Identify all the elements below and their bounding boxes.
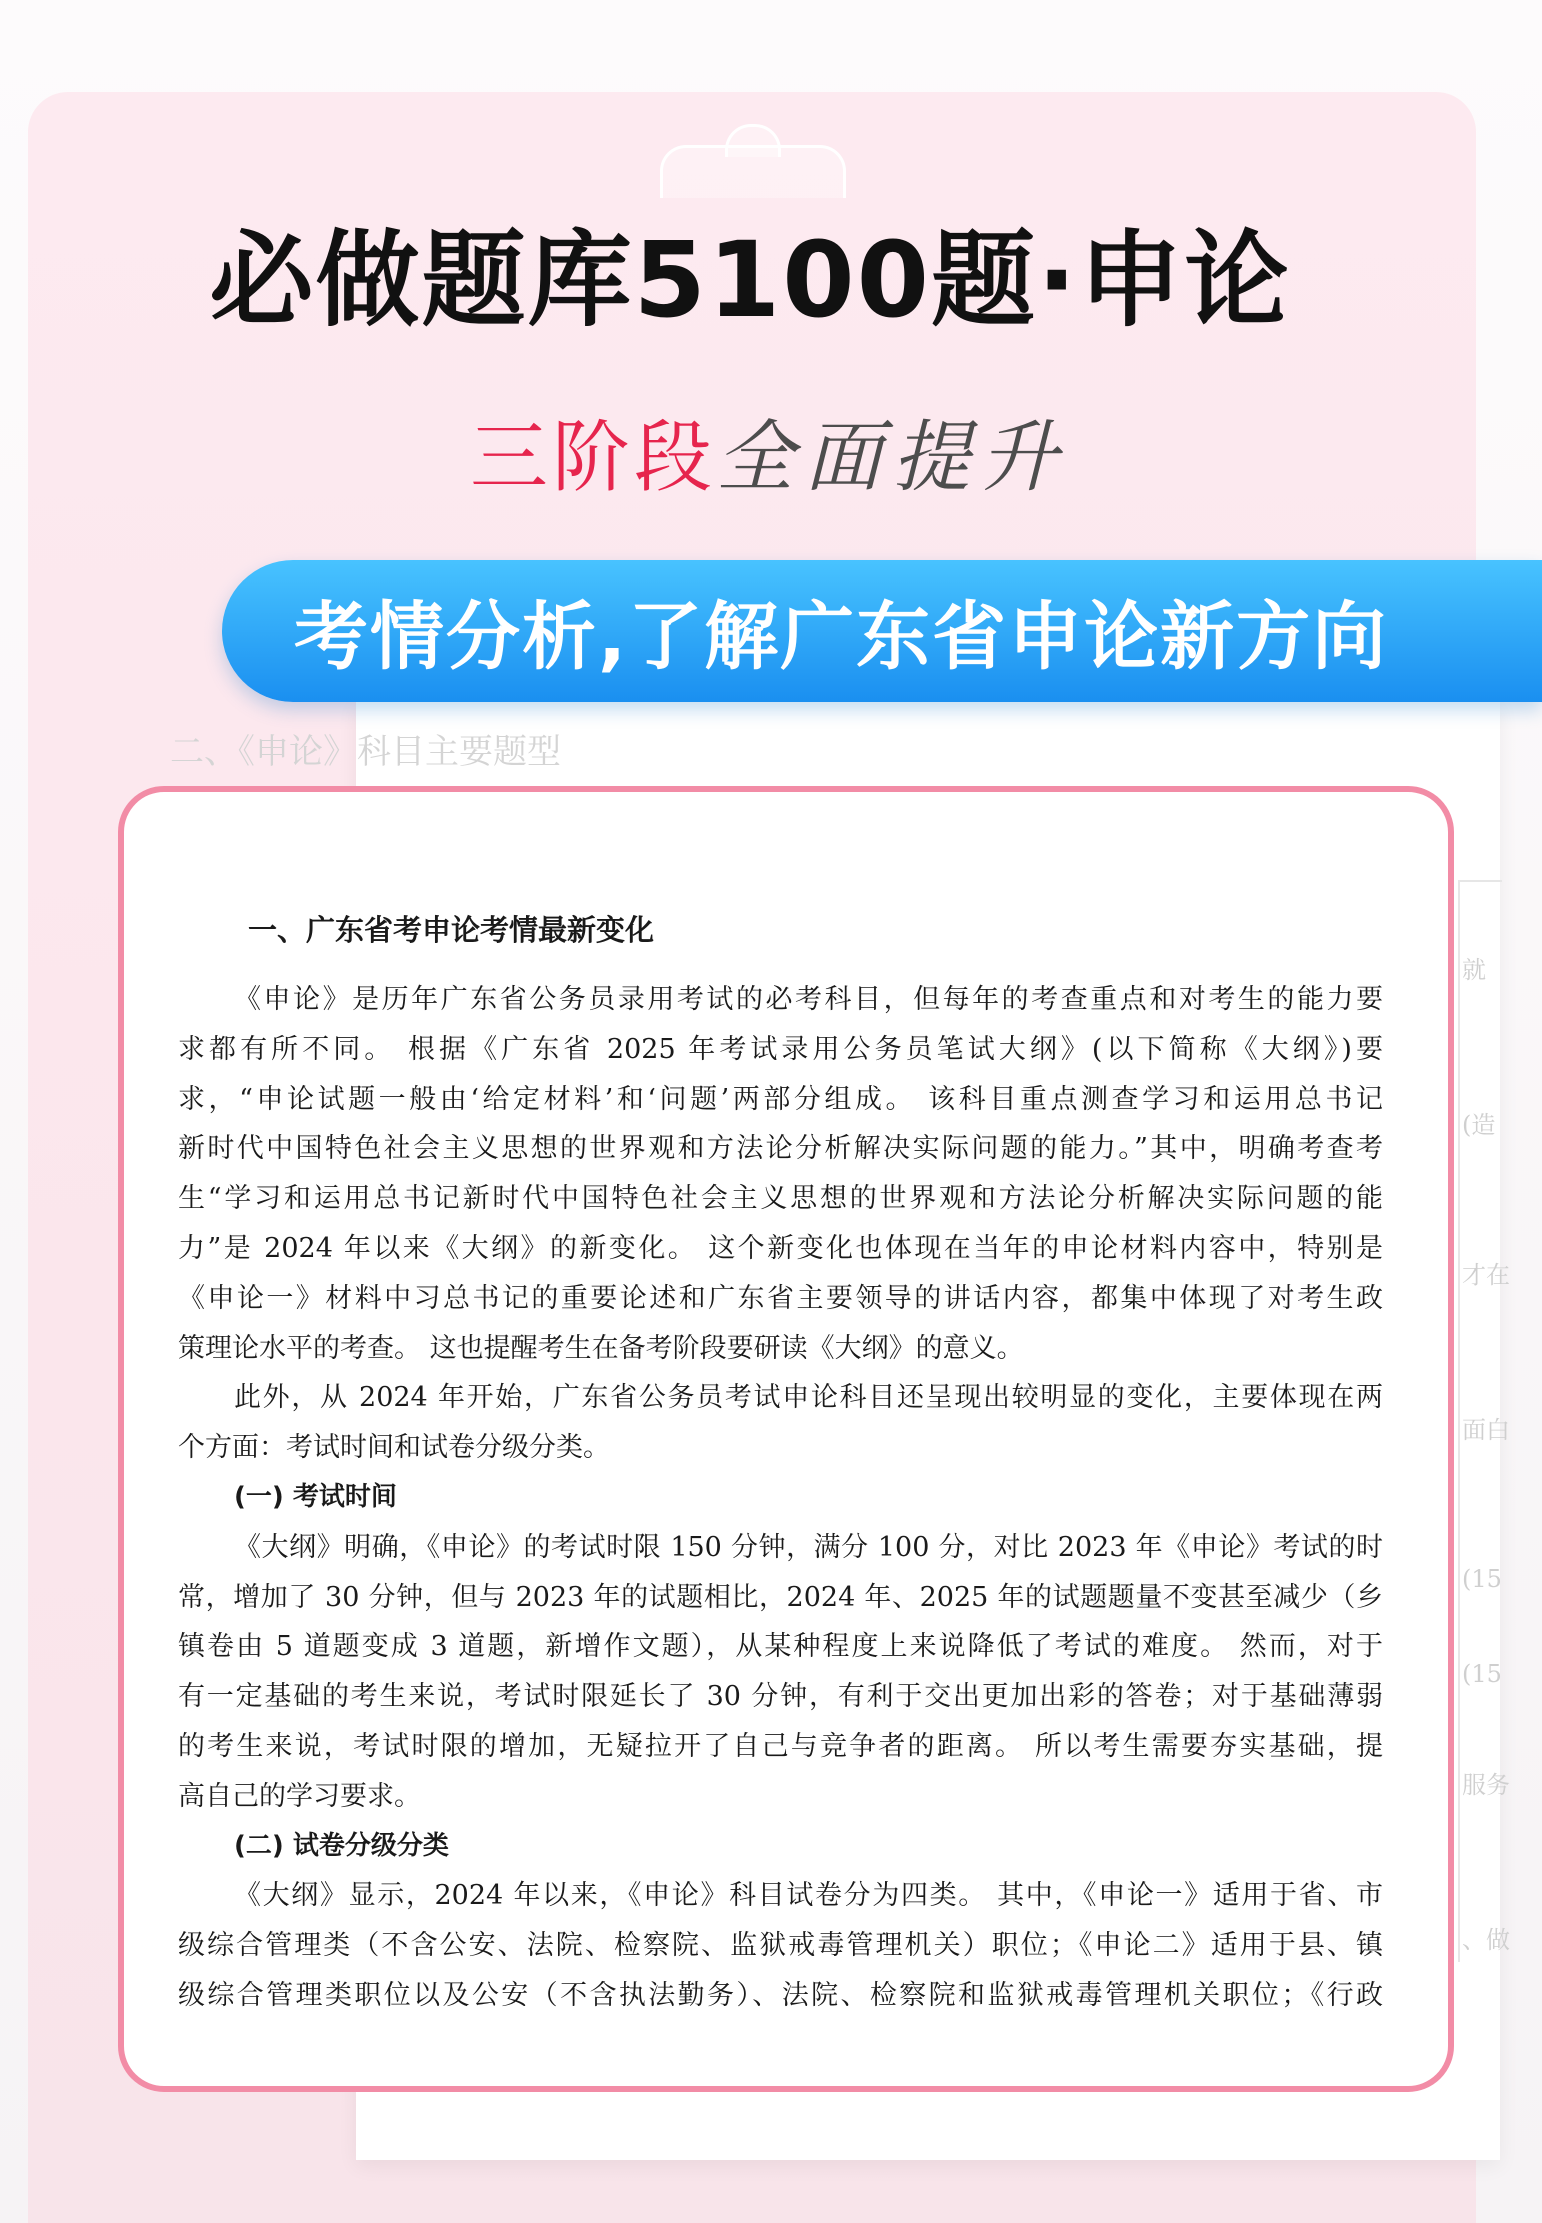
background-fragment: 服务 xyxy=(1462,1771,1510,1799)
background-fragment: 面白 xyxy=(1462,1416,1510,1444)
paragraph-line: 的考生来说，考试时限的增加，无疑拉开了自己与竞争者的距离。 所以考生需要夯实基础，提 xyxy=(178,1730,1383,1762)
background-fragment: (15 xyxy=(1462,1565,1502,1593)
subtitle-highlight: 三阶段 xyxy=(470,395,716,507)
paragraph-line: 此外，从 2024 年开始，广东省公务员考试申论科目还呈现出较明显的变化，主要体现在两 xyxy=(234,1382,1383,1414)
paragraph-line: 策理论水平的考查。 这也提醒考生在备考阶段要研读《大纲》的意义。 xyxy=(178,1332,1024,1364)
paragraph-line: 常，增加了 30 分钟，但与 2023 年的试题相比，2024 年、2025 年的试题题量不变甚至减少（乡 xyxy=(178,1581,1383,1613)
subtitle xyxy=(470,395,1069,503)
paragraph-line: 级综合管理类（不含公安、法院、检察院、监狱戒毒管理机关）职位；《申论二》适用于县、镇 xyxy=(178,1930,1383,1962)
background-page-heading: 二、《申论》科目主要题型 xyxy=(170,732,561,772)
document-body xyxy=(178,905,1383,2021)
paragraph-line: 力”是 2024 年以来《大纲》的新变化。 这个新变化也体现在当年的申论材料内容中，特别是 xyxy=(178,1232,1383,1264)
paragraph-line: 《申论一》材料中习总书记的重要论述和广东省主要领导的讲话内容，都集中体现了对考生政 xyxy=(178,1282,1383,1314)
paragraph-line: 高自己的学习要求。 xyxy=(178,1780,421,1812)
background-fragment: (15 xyxy=(1462,1660,1502,1688)
paragraph-line: 级综合管理类职位以及公安（不含执法勤务）、法院、检察院和监狱戒毒管理机关职位；《行政 xyxy=(178,1979,1383,2011)
paragraph-line: 《大纲》明确，《申论》的考试时限 150 分钟，满分 100 分，对比 2023 年《申论》考试的时 xyxy=(234,1531,1383,1563)
section-banner xyxy=(222,560,1542,702)
paragraph-line: 新时代中国特色社会主义思想的世界观和方法论分析解决实际问题的能力。”其中，明确考查考 xyxy=(178,1133,1383,1165)
banner-text: 考情分析,了解广东省申论新方向 xyxy=(294,594,1389,680)
paragraph-line: 《申论》是历年广东省公务员录用考试的必考科目，但每年的考查重点和对考生的能力要 xyxy=(234,984,1383,1015)
paragraph-line: 《大纲》显示，2024 年以来，《申论》科目试卷分为四类。 其中，《申论一》适用于省、市 xyxy=(234,1880,1383,1912)
paragraph-line: 求都有所不同。 根据《广东省 2025 年考试录用公务员笔试大纲》(以下简称《大纲》)要 xyxy=(178,1033,1383,1065)
paragraph-line: 个方面：考试时间和试卷分级分类。 xyxy=(178,1432,610,1464)
paragraph-line: 生“学习和运用总书记新时代中国特色社会主义思想的世界观和方法论分析解决实际问题的能 xyxy=(178,1183,1383,1215)
hanger-tab-decoration xyxy=(660,145,846,198)
subsection-heading-paper-classification: (二) 试卷分级分类 xyxy=(234,1830,449,1861)
paragraph-line: 有一定基础的考生来说，考试时限延长了 30 分钟，有利于交出更加出彩的答卷；对于基础薄弱 xyxy=(178,1681,1383,1713)
background-fragment: (造 xyxy=(1462,1111,1496,1139)
subsection-heading-exam-time: (一) 考试时间 xyxy=(234,1481,397,1512)
paragraph-line: 镇卷由 5 道题变成 3 道题，新增作文题），从某种程度上来说降低了考试的难度。 然而，对于 xyxy=(178,1631,1383,1663)
document-heading: 一、广东省考申论考情最新变化 xyxy=(248,913,655,947)
main-title: 必做题库5100题·申论 xyxy=(209,219,1291,341)
background-fragment: 、做 xyxy=(1462,1926,1510,1954)
background-fragment: 才在 xyxy=(1462,1261,1510,1289)
main-title-wrap xyxy=(0,218,1500,343)
subtitle-rest: 全面提升 xyxy=(716,413,1069,503)
paragraph-line: 求，“申论试题一般由‘给定材料’和‘问题’两部分组成。 该科目重点测查学习和运用总书记 xyxy=(178,1083,1383,1115)
background-fragment: 就 xyxy=(1462,956,1486,984)
